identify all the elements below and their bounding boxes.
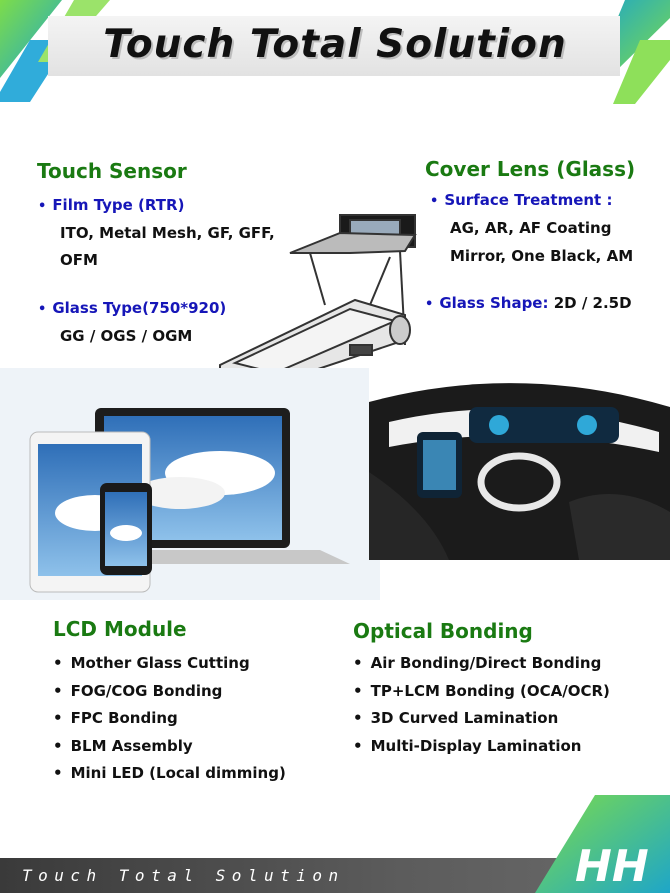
list-item: • 3D Curved Lamination	[353, 709, 559, 727]
list-item: • BLM Assembly	[53, 736, 193, 755]
film-type-line-1: ITO, Metal Mesh, GF, GFF,	[60, 224, 275, 242]
list-item: • Mother Glass Cutting	[53, 654, 250, 672]
list-item: • Multi-Display Lamination	[353, 736, 582, 755]
glass-shape-value: 2D / 2.5D	[553, 294, 632, 312]
list-item: • TP+LCM Bonding (OCA/OCR)	[353, 681, 610, 700]
list-item: • Air Bonding/Direct Bonding	[353, 654, 602, 672]
list-item: • Mini LED (Local dimming)	[53, 764, 286, 782]
optical-bonding-list	[353, 650, 610, 760]
surface-treatment-line-2: Mirror, One Black, AM	[450, 247, 634, 265]
company-logo-icon: HH	[575, 841, 649, 892]
surface-treatment-line-1: AG, AR, AF Coating	[450, 219, 612, 237]
film-type-label	[38, 196, 184, 214]
surface-treatment-text: Surface Treatment :	[444, 191, 613, 209]
glass-shape-label	[425, 294, 632, 312]
lcd-module-list	[53, 650, 286, 788]
list-item: • FPC Bonding	[53, 709, 178, 727]
car-interior-image	[369, 362, 670, 560]
glass-shape-text: Glass Shape:	[439, 294, 549, 312]
footer-decoration	[535, 795, 670, 893]
glass-type-text: Glass Type(750*920)	[52, 299, 227, 317]
surface-treatment-label	[430, 191, 612, 209]
optical-bonding-heading: Optical Bonding	[353, 619, 533, 643]
film-type-text: Film Type (RTR)	[52, 196, 185, 214]
glass-type-label	[38, 299, 226, 317]
bullet-icon: •	[425, 297, 434, 312]
bullet-icon: •	[430, 194, 439, 209]
bullet-icon: •	[38, 302, 47, 317]
devices-image	[0, 368, 380, 600]
touch-sensor-heading: Touch Sensor	[37, 159, 187, 183]
footer-tagline: Touch Total Solution	[22, 866, 345, 885]
glass-type-line: GG / OGS / OGM	[60, 327, 193, 345]
lcd-module-heading: LCD Module	[53, 617, 187, 641]
bullet-icon: •	[38, 199, 47, 214]
list-item: • FOG/COG Bonding	[53, 681, 223, 700]
film-type-line-2: OFM	[60, 251, 98, 269]
cover-lens-heading: Cover Lens (Glass)	[425, 157, 636, 181]
page-title: Touch Total Solution	[103, 22, 567, 67]
